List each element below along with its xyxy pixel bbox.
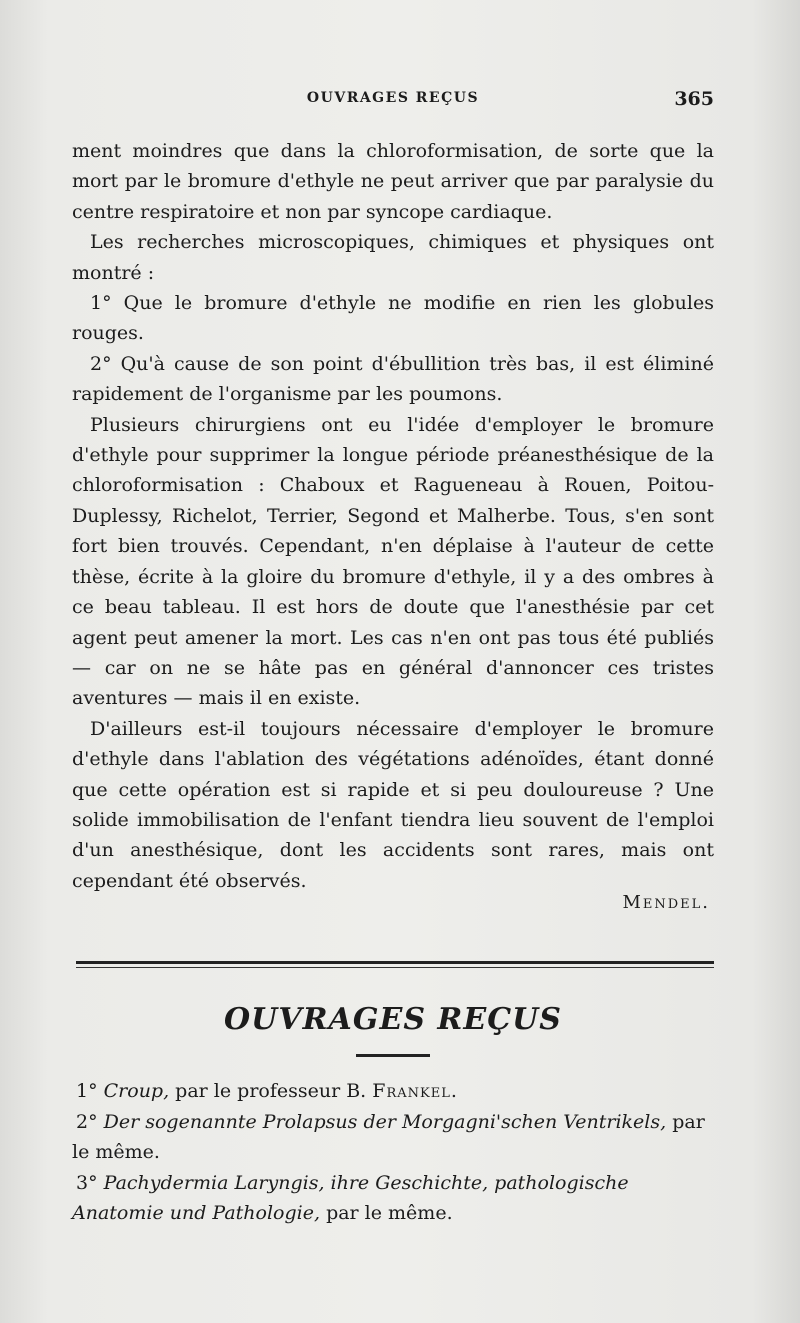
paragraph: Les recherches microscopiques, chimiques et physiques ont montré : — [72, 231, 714, 284]
page-number: 365 — [674, 88, 714, 110]
paragraph: 1° Que le bromure d'ethyle ne modifie en rien les globules rouges. — [72, 292, 714, 345]
item-rest: par le même. — [72, 1110, 705, 1163]
item-number: 2° — [76, 1110, 98, 1133]
list-item — [72, 1107, 714, 1168]
review-text — [72, 136, 714, 919]
double-rule-thin — [76, 967, 714, 968]
author-signature: Mendel. — [622, 892, 710, 914]
section-title: OUVRAGES REÇUS — [224, 1002, 562, 1037]
page-header — [72, 88, 714, 114]
double-rule-thick — [76, 961, 714, 964]
paragraph: 2° Qu'à cause de son point d'ébullition très bas, il est éliminé rapidement de l'organisme par les poumons. — [72, 352, 714, 406]
item-title: Pachydermia Laryngis, ihre Geschichte, pathologische Anatomie und Pathologie, — [72, 1171, 629, 1224]
running-title: OUVRAGES REÇUS — [306, 90, 480, 106]
paragraph: D'ailleurs est-il toujours nécessaire d'employer le bromure d'ethyle dans l'ablation des végétations adénoïdes, étant donné que cette opération est si rapide et si peu douloureuse ? Une solide immobilisation de l'enfant tiendra lieu souvent de l'emploi d'un anesthésique, dont les accidents sont rares, mais ont cependant été observés. — [72, 717, 714, 892]
received-works-list — [72, 1076, 714, 1229]
item-title: Der sogenannte Prolapsus der Morgagni'schen Ventrikels, — [103, 1110, 667, 1133]
paragraph: Plusieurs chirurgiens ont eu l'idée d'employer le bromure d'ethyle pour supprimer la longue période préanesthésique de la chloroformisation : Chaboux et Ragueneau à Rouen, Poitou-Duplessy, Richelot, Terrier, Segond et Malherbe. Tous, s'en sont fort bien trouvés. Cependant, n'en déplaise à l'auteur de cette thèse, écrite à la gloire du bromure d'ethyle, il y a des ombres à ce beau tableau. Il est hors de doute que l'anesthésie par cet agent peut amener la mort. Les cas n'en ont pas tous été publiés — car on ne se hâte pas en général d'annoncer ces tristes aventures — mais il en existe. — [72, 413, 714, 710]
item-title: Croup, — [103, 1080, 170, 1102]
item-author: Frankel. — [372, 1080, 458, 1102]
item-number: 3° — [76, 1171, 98, 1194]
list-item — [72, 1168, 714, 1229]
item-number: 1° — [76, 1080, 98, 1102]
list-item — [72, 1076, 714, 1107]
section-title-rule — [356, 1054, 430, 1057]
item-rest: par le professeur B. — [169, 1080, 373, 1102]
paragraph: ment moindres que dans la chloroformisation, de sorte que la mort par le bromure d'ethyle ne peut arriver que par paralysie du centre respiratoire et non par syncope cardiaque. — [72, 140, 714, 223]
item-rest: par le même. — [320, 1202, 453, 1224]
